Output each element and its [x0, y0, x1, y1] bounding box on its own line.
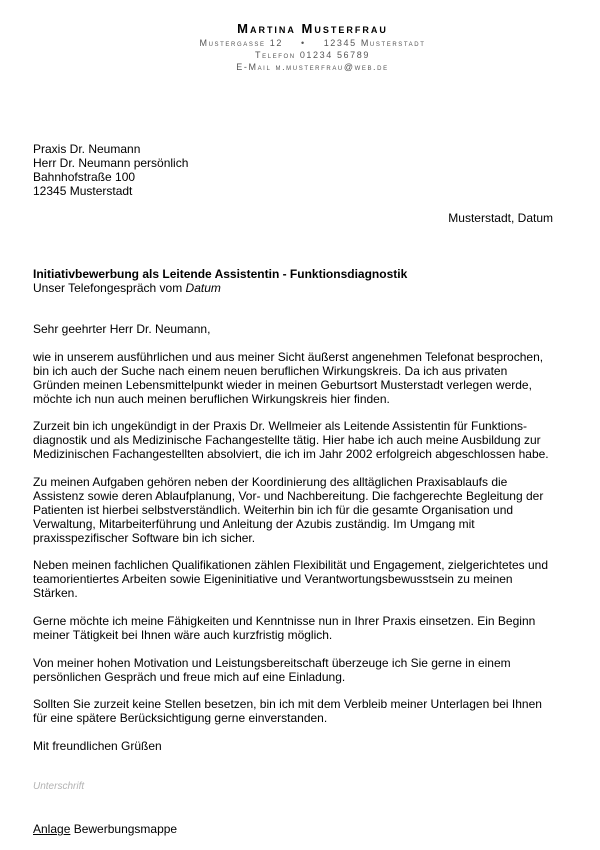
paragraph-line: Sollten Sie zurzeit keine Stellen besetzen, bin ich mit dem Verbleib meiner Unterlagen bei Ihnen	[33, 697, 542, 711]
paragraph-line: Patienten ist hierbei selbstverständlich. Weiterhin bin ich für die gesamte Organisation und	[33, 503, 514, 517]
paragraph-line: für eine spätere Berücksichtigung gerne einverstanden.	[33, 711, 328, 725]
closing: Mit freundlichen Grüßen	[33, 739, 162, 753]
paragraph-line: Verwaltung, Mitarbeiterführung und Anleitung der Azubis zuständig. Im Umgang mit	[33, 517, 475, 531]
enclosure-label: Anlage	[33, 822, 71, 836]
paragraph-line: wie in unserem ausführlichen und aus meiner Sicht äußerst angenehmen Telefonat besprochen,	[33, 350, 544, 364]
body-paragraph	[33, 419, 563, 461]
paragraph-line: teamorientiertes Arbeiten sowie Eigeninitiative und Verantwortungsbewusstsein zu meinen	[33, 572, 513, 586]
recipient-address	[33, 142, 563, 198]
paragraph-line: Zurzeit bin ich ungekündigt in der Praxis Dr. Wellmeier als Leitende Assistentin für Funktions-	[33, 419, 528, 433]
separator-dot: •	[300, 38, 306, 48]
subject-block	[33, 267, 563, 295]
paragraph-line: persönlichen Gespräch und freue mich auf eine Einladung.	[33, 670, 346, 684]
body-paragraph	[33, 558, 563, 600]
paragraph-line: möchte ich nun auch meinen beruflichen Wirkungskreis hier finden.	[33, 392, 390, 406]
paragraph-line: diagnostik und als Medizinische Fachangestellte tätig. Hier habe ich auch meine Ausbildung zur	[33, 433, 541, 447]
paragraph-line: meiner Tätigkeit bei Ihnen wäre auch kurzfristig möglich.	[33, 628, 333, 642]
sender-phone: Telefon 01234 56789	[255, 50, 370, 60]
recipient-line: Bahnhofstraße 100	[33, 170, 136, 184]
subject-sub-prefix: Unser Telefongespräch vom	[33, 281, 186, 295]
paragraph-line: praxisspezifischer Software bin ich sicher.	[33, 531, 256, 545]
paragraph-line: Von meiner hohen Motivation und Leistungsbereitschaft überzeuge ich Sie gerne in einem	[33, 656, 511, 670]
subject-sub-date: Datum	[185, 281, 221, 295]
sender-name: Martina Musterfrau	[237, 21, 388, 36]
sender-street: Mustergasse 12	[199, 38, 283, 48]
enclosure-line	[33, 822, 563, 836]
sender-address	[25, 37, 600, 49]
enclosure-text: Bewerbungsmappe	[70, 822, 178, 836]
body-paragraph	[33, 614, 563, 642]
body-paragraph	[33, 656, 563, 684]
paragraph-line: Gerne möchte ich meine Fähigkeiten und Kenntnisse nun in Ihrer Praxis einsetzen. Ein Beginn	[33, 614, 536, 628]
sender-email: E-Mail m.musterfrau@web.de	[236, 62, 389, 72]
signature-placeholder: Unterschrift	[33, 781, 85, 792]
letterhead	[0, 20, 600, 73]
paragraph-line: Zu meinen Aufgaben gehören neben der Koordinierung des alltäglichen Praxisablaufs die	[33, 475, 508, 489]
recipient-line: 12345 Musterstadt	[33, 184, 133, 198]
body-paragraph	[33, 697, 563, 725]
paragraph-line: Stärken.	[33, 586, 78, 600]
paragraph-line: Gründen meinen Lebensmittelpunkt wieder in meinen Geburtsort Musterstadt verlegen werde,	[33, 378, 532, 392]
paragraph-line: Assistenz sowie deren Ablaufplanung, Vor- und Nachbereitung. Die fachgerechte Begleitung der	[33, 489, 544, 503]
subject-title: Initiativbewerbung als Leitende Assistentin - Funktionsdiagnostik	[33, 267, 408, 281]
salutation: Sehr geehrter Herr Dr. Neumann,	[33, 322, 211, 336]
paragraph-line: Medizinischen Fachangestellten absolviert, die ich im Jahr 2002 erfolgreich abgeschlossen habe.	[33, 447, 549, 461]
paragraph-line: bin ich auch der Suche nach einem neuen beruflichen Wirkungskreis. Da ich aus privaten	[33, 364, 508, 378]
subject-subline	[33, 281, 563, 295]
body-paragraph	[33, 350, 563, 406]
date-line: Musterstadt, Datum	[448, 211, 553, 225]
recipient-line: Herr Dr. Neumann persönlich	[33, 156, 189, 170]
paragraph-line: Neben meinen fachlichen Qualifikationen zählen Flexibilität und Engagement, zielgerichtetes und	[33, 558, 548, 572]
body-paragraph	[33, 475, 563, 545]
recipient-line: Praxis Dr. Neumann	[33, 142, 141, 156]
sender-city: 12345 Musterstadt	[323, 38, 426, 48]
